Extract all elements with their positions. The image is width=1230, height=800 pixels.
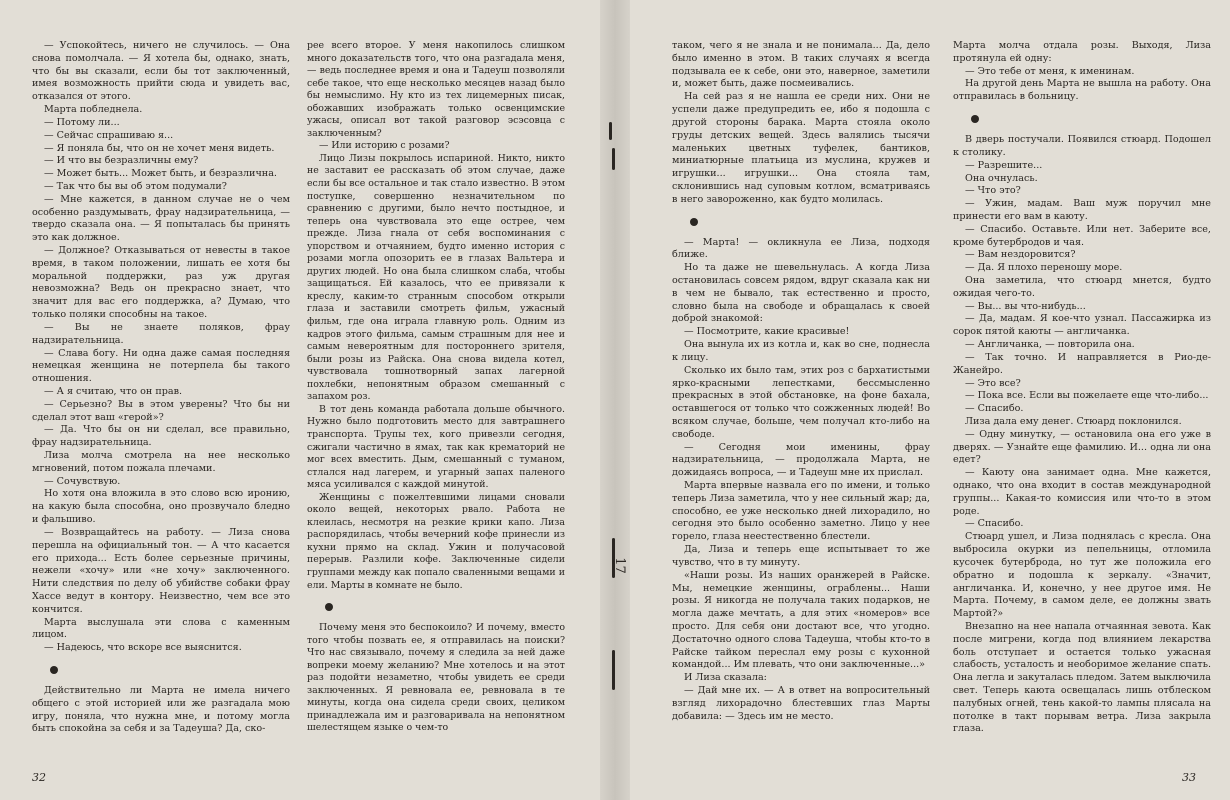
paragraph: Сколько их было там, этих роз с бархатистыми ярко-красными лепестками, бессмысленно прекрасных в этой обстановке, на фоне бахала, оставшегося от только что сожженных людей! Во всяком случае, больше, чем получал кто-либо на свободе.	[672, 364, 930, 440]
paragraph: — Англичанка, — повторила она.	[965, 339, 1135, 351]
paragraph: — Вы не знаете поляков, фрау надзирательница.	[32, 321, 290, 346]
paragraph: рее всего второе. У меня накопилось слишком много доказательств того, что она разгадала меня, — ведь последнее время и она и Тадеуш позволяли себе такое, что еще несколько месяцев назад было бы немыслимо. Ну кто из тех лицемерных писак, обожавших изображать только освенцимские ужасы, описал вот такой разговор эсэсовца с заключенным?	[307, 40, 565, 139]
paragraph: «Наши розы. Из наших оранжерей в Райске. Мы, немецкие женщины, ограблены... Наши розы. Я никогда не получала таких подарков, не могла даже мечтать, а для этих «номеров» все просто. Для себя они достают все, что угодно. Достаточно одного слова Тадеуша, чтобы кто-то в Райске тайком переслал ему розы с кухонной командой... Им плевать, что они заключенные...»	[672, 569, 930, 671]
section-separator-dot	[971, 113, 1211, 125]
bullet-icon	[50, 666, 58, 674]
paragraph: — И что вы безразличны ему?	[44, 155, 199, 167]
bullet-icon	[971, 115, 979, 123]
paragraph: — Дай мне их. — А в ответ на вопросительный взгляд лихорадочно блестевших глаз Марты добавила: — Здесь им не место.	[672, 685, 930, 722]
margin-number: 17	[611, 557, 627, 574]
left-page	[0, 0, 600, 800]
paragraph: Марта молча отдала розы. Выходя, Лиза протянула ей одну:	[953, 40, 1211, 64]
paragraph: таком, чего я не знала и не понимала... Да, дело было именно в этом. В таких случаях я всегда подзывала ее к себе, они это, наверное, заметили и, может быть, даже посмеивались.	[672, 40, 930, 90]
paragraph: Стюард ушел, и Лиза поднялась с кресла. Она выбросила окурки из пепельницы, отломила кусочек бутерброда, но тут же положила его обратно и подошла к зеркалу. «Значит, англичанка. И, конечно, у нее другое имя. Не Марта. Почему, в самом деле, ее должны звать Мартой?»	[953, 531, 1211, 620]
section-separator-dot	[690, 216, 930, 228]
section-separator-dot	[50, 664, 290, 676]
bullet-icon	[325, 603, 333, 611]
paragraph: Она заметила, что стюард мнется, будто ожидая чего-то.	[953, 275, 1211, 299]
paragraph: — Одну минутку, — остановила она его уже в дверях. — Узнайте еще фамилию. И... одна ли она едет?	[953, 428, 1211, 466]
paragraph: — Может быть... Может быть, и безразлична.	[44, 168, 277, 180]
paragraph: — Вы... вы что-нибудь...	[965, 300, 1086, 312]
paragraph: — Надеюсь, что вскоре все выяснится.	[44, 642, 242, 654]
book-gutter	[600, 0, 630, 800]
paragraph: — Спасибо.	[965, 403, 1024, 415]
paragraph: — Так точно. И направляется в Рио-де-Жанейро.	[953, 351, 1211, 376]
paragraph: Марта впервые назвала его по имени, и только теперь Лиза заметила, что у нее сильный жар; да, способно, ее уже несколько дней лихорадило, но сегодня это было особенно заметно. Лицо у нее горело, глаза неестественно блестели.	[672, 480, 930, 543]
paragraph: Лиза дала ему денег. Стюард поклонился.	[965, 415, 1182, 427]
paragraph: Лицо Лизы покрылось испариной. Никто, никто не заставит ее рассказать об этом случае, даже если бы все остальное и так стало известно. В этом поступке, совершенно незначительном по сравнению с другими, было нечто постыдное, и теперь она чувствовала это еще острее, чем прежде. Лиза гнала от себя воспоминания с упорством и отчаянием, будто именно история с розами могла опозорить ее в глазах Вальтера и других людей. Но она была слишком слаба, чтобы защищаться. Ей казалось, что ее привязали к креслу, каким-то странным способом открыли глаза и заставили смотреть фильм, ужасный фильм, где она играла главную роль. Одним из кадров этого фильма, самым страшным для нее и самым невероятным для постороннего зрителя, были розы из Райска. Она снова видела котел, чувствовала тошнотворный запах лагерной похлебки, непонятным образом смешанный с запахом роз.	[307, 152, 565, 403]
paragraph: — Что это?	[965, 185, 1021, 197]
paragraph: — Возвращайтесь на работу. — Лиза снова перешла на официальный тон. — А что касается его прихода... Есть более серьезные причины, нежели «хочу» или «не хочу» заключенного. Нити следствия по делу об убийстве собаки фрау Хассе ведут в контору. Неизвестно, чем все это кончится.	[32, 526, 290, 615]
paragraph: — Серьезно? Вы в этом уверены? Что бы ни сделал этот ваш «герой»?	[32, 398, 290, 423]
paragraph: — Сегодня мои именины, фрау надзирательница, — продолжала Марта, не дожидаясь вопроса, — и Тадеуш мне их прислал.	[672, 441, 930, 479]
paragraph: Она вынула их из котла и, как во сне, поднесла к лицу.	[672, 339, 930, 363]
paragraph: Действительно ли Марта не имела ничего общего с этой историей или же разгадала мою игру, поняла, что нужна мне, и потому могла быть спокойна за себя и за Тадеуша? Да, ско-	[32, 685, 290, 735]
paragraph: Да, Лиза и теперь еще испытывает то же чувство, что в ту минуту.	[672, 544, 930, 568]
paragraph: — Посмотрите, какие красивые!	[684, 326, 850, 338]
margin-mark	[609, 122, 612, 140]
paragraph: — Марта! — окликнула ее Лиза, подходя ближе.	[672, 236, 930, 261]
right-column-1	[672, 40, 930, 723]
paragraph: — Слава богу. Ни одна даже самая последняя немецкая женщина не потерпела бы такого отношения.	[32, 347, 290, 385]
paragraph: На другой день Марта не вышла на работу. Она отправилась в больницу.	[953, 78, 1211, 103]
paragraph: В тот день команда работала дольше обычного. Нужно было подготовить место для завтрашнего транспорта. Трупы тех, кого привезли сегодня, сжигали частично в ямах, так как крематорий не мог всех вместить. Дым, смешанный с туманом, стлался над лагерем, и угарный запах паленого мяса усиливался с каждой минутой.	[307, 403, 565, 491]
paragraph: — Да. Что бы он ни сделал, все правильно, фрау надзирательница.	[32, 424, 290, 449]
paragraph: — Спасибо.	[965, 518, 1024, 530]
paragraph: — Это все?	[965, 377, 1021, 389]
margin-mark	[612, 650, 615, 690]
paragraph: — Да. Я плохо переношу море.	[965, 262, 1123, 274]
paragraph: И Лиза сказала:	[684, 672, 767, 684]
paragraph: — Да, мадам. Я кое-что узнал. Пассажирка из сорок пятой каюты — англичанка.	[953, 313, 1211, 338]
bullet-icon	[690, 218, 698, 226]
paragraph: — Это тебе от меня, к именинам.	[965, 65, 1135, 77]
paragraph: — Или историю с розами?	[319, 140, 450, 152]
paragraph: Но та даже не шевельнулась. А когда Лиза остановилась совсем рядом, вдруг сказала как ни в чем не бывало, так естественно и просто, словно была на свободе и обращалась к своей доброй знакомой:	[672, 262, 930, 325]
paragraph: Но хотя она вложила в это слово всю иронию, на какую была способна, оно прозвучало бледно и фальшиво.	[32, 488, 290, 526]
paragraph: — Сочувствую.	[44, 475, 121, 487]
paragraph: В дверь постучали. Появился стюард. Подошел к столику.	[953, 134, 1211, 158]
paragraph: Она очнулась.	[965, 172, 1038, 184]
paragraph: — Пока все. Если вы пожелаете еще что-либо...	[965, 390, 1209, 402]
paragraph: Лиза молча смотрела на нее несколько мгновений, потом пожала плечами.	[32, 450, 290, 474]
paragraph: Марта побледнела.	[44, 104, 143, 116]
right-column-2	[953, 40, 1211, 736]
paragraph: — Спасибо. Оставьте. Или нет. Заберите все, кроме бутербродов и чая.	[953, 223, 1211, 248]
paragraph: — Должное? Отказываться от невесты в такое время, в таком положении, лишать ее хотя бы моральной поддержки, раз уж другая невозможна? Ведь он прекрасно знает, что значит для вас его поддержка, а? Думаю, что только поляки способны на такое.	[32, 245, 290, 321]
section-separator-dot	[325, 601, 565, 613]
page-number-right: 33	[1182, 771, 1196, 784]
paragraph: Почему меня это беспокоило? И почему, вместо того чтобы позвать ее, я отправилась на поиски? Что нас связывало, почему я следила за ней даже вопреки моему желанию? Мне хотелось и на этот раз подойти незаметно, чтобы увидеть ее среди заключенных. Я ревновала ее, ревновала в те минуты, когда она сидела среди своих, целиком принадлежала им и разговаривала на непонятном шелестящем языке о чем-то	[307, 622, 565, 734]
paragraph: — Каюту она занимает одна. Мне кажется, однако, что она входит в состав международной группы... Какая-то комиссия или что-то в этом роде.	[953, 467, 1211, 517]
paragraph: — Мне кажется, в данном случае не о чем особенно раздумывать, фрау надзирательница, — твердо сказала она. — Я попыталась бы принять это как должное.	[32, 193, 290, 244]
paragraph: Марта выслушала эти слова с каменным лицом.	[32, 616, 290, 641]
left-column-1	[32, 40, 290, 736]
paragraph: Внезапно на нее напала отчаянная зевота. Как после мигрени, когда под влиянием лекарства боль отступает и остается только ужасная слабость, усталость и необоримое желание спать. Она легла и закуталась пледом. Затем выключила свет. Теперь каюта освещалась лишь отблеском палубных огней, тень какой-то лампы плясала на потолке в такт порывам ветра. Лиза закрыла глаза.	[953, 620, 1211, 735]
paragraph: На сей раз я не нашла ее среди них. Они не успели даже предупредить ее, ибо я подошла с другой стороны барака. Марта стояла около груды детских вещей. Здесь валялись тысячи маленьких цветных туфелек, бантиков, миниатюрные платьица из муслина, кружев и игрушки... игрушки... Она стояла там, склонившись над суповым котлом, всматриваясь в него завороженно, как будто молилась.	[672, 91, 930, 205]
paragraph: — Ужин, мадам. Ваш муж поручил мне принести его вам в каюту.	[953, 198, 1211, 222]
paragraph: — Успокойтесь, ничего не случилось. — Она снова помолчала. — Я хотела бы, однако, знать, что бы вы сказали, если бы тот заключенный, имея возможность прийти сюда и увидеть вас, отказался от этого.	[32, 40, 290, 103]
page-number-left: 32	[32, 771, 46, 784]
paragraph: — Потому ли...	[44, 116, 120, 128]
right-page	[630, 0, 1230, 800]
paragraph: Женщины с пожелтевшими лицами сновали около вещей, некоторых рвало. Работа не клеилась, несмотря на резкие крики капо. Лиза распорядилась, чтобы вечерний кофе принесли из кухни прямо на склад. Ужин и получасовой перерыв. Разлили кофе. Заключенные сидели группами между как попало сваленными вещами и ели. Марты в комнате не было.	[307, 491, 565, 591]
margin-mark	[612, 148, 615, 170]
paragraph: — А я считаю, что он прав.	[44, 385, 183, 397]
left-column-2	[307, 40, 565, 735]
paragraph: — Так что бы вы об этом подумали?	[44, 180, 227, 192]
paragraph: — Сейчас спрашиваю я...	[44, 129, 174, 141]
paragraph: — Я поняла бы, что он не хочет меня видеть.	[44, 142, 275, 154]
paragraph: — Вам нездоровится?	[965, 249, 1076, 261]
paragraph: — Разрешите...	[965, 159, 1043, 171]
